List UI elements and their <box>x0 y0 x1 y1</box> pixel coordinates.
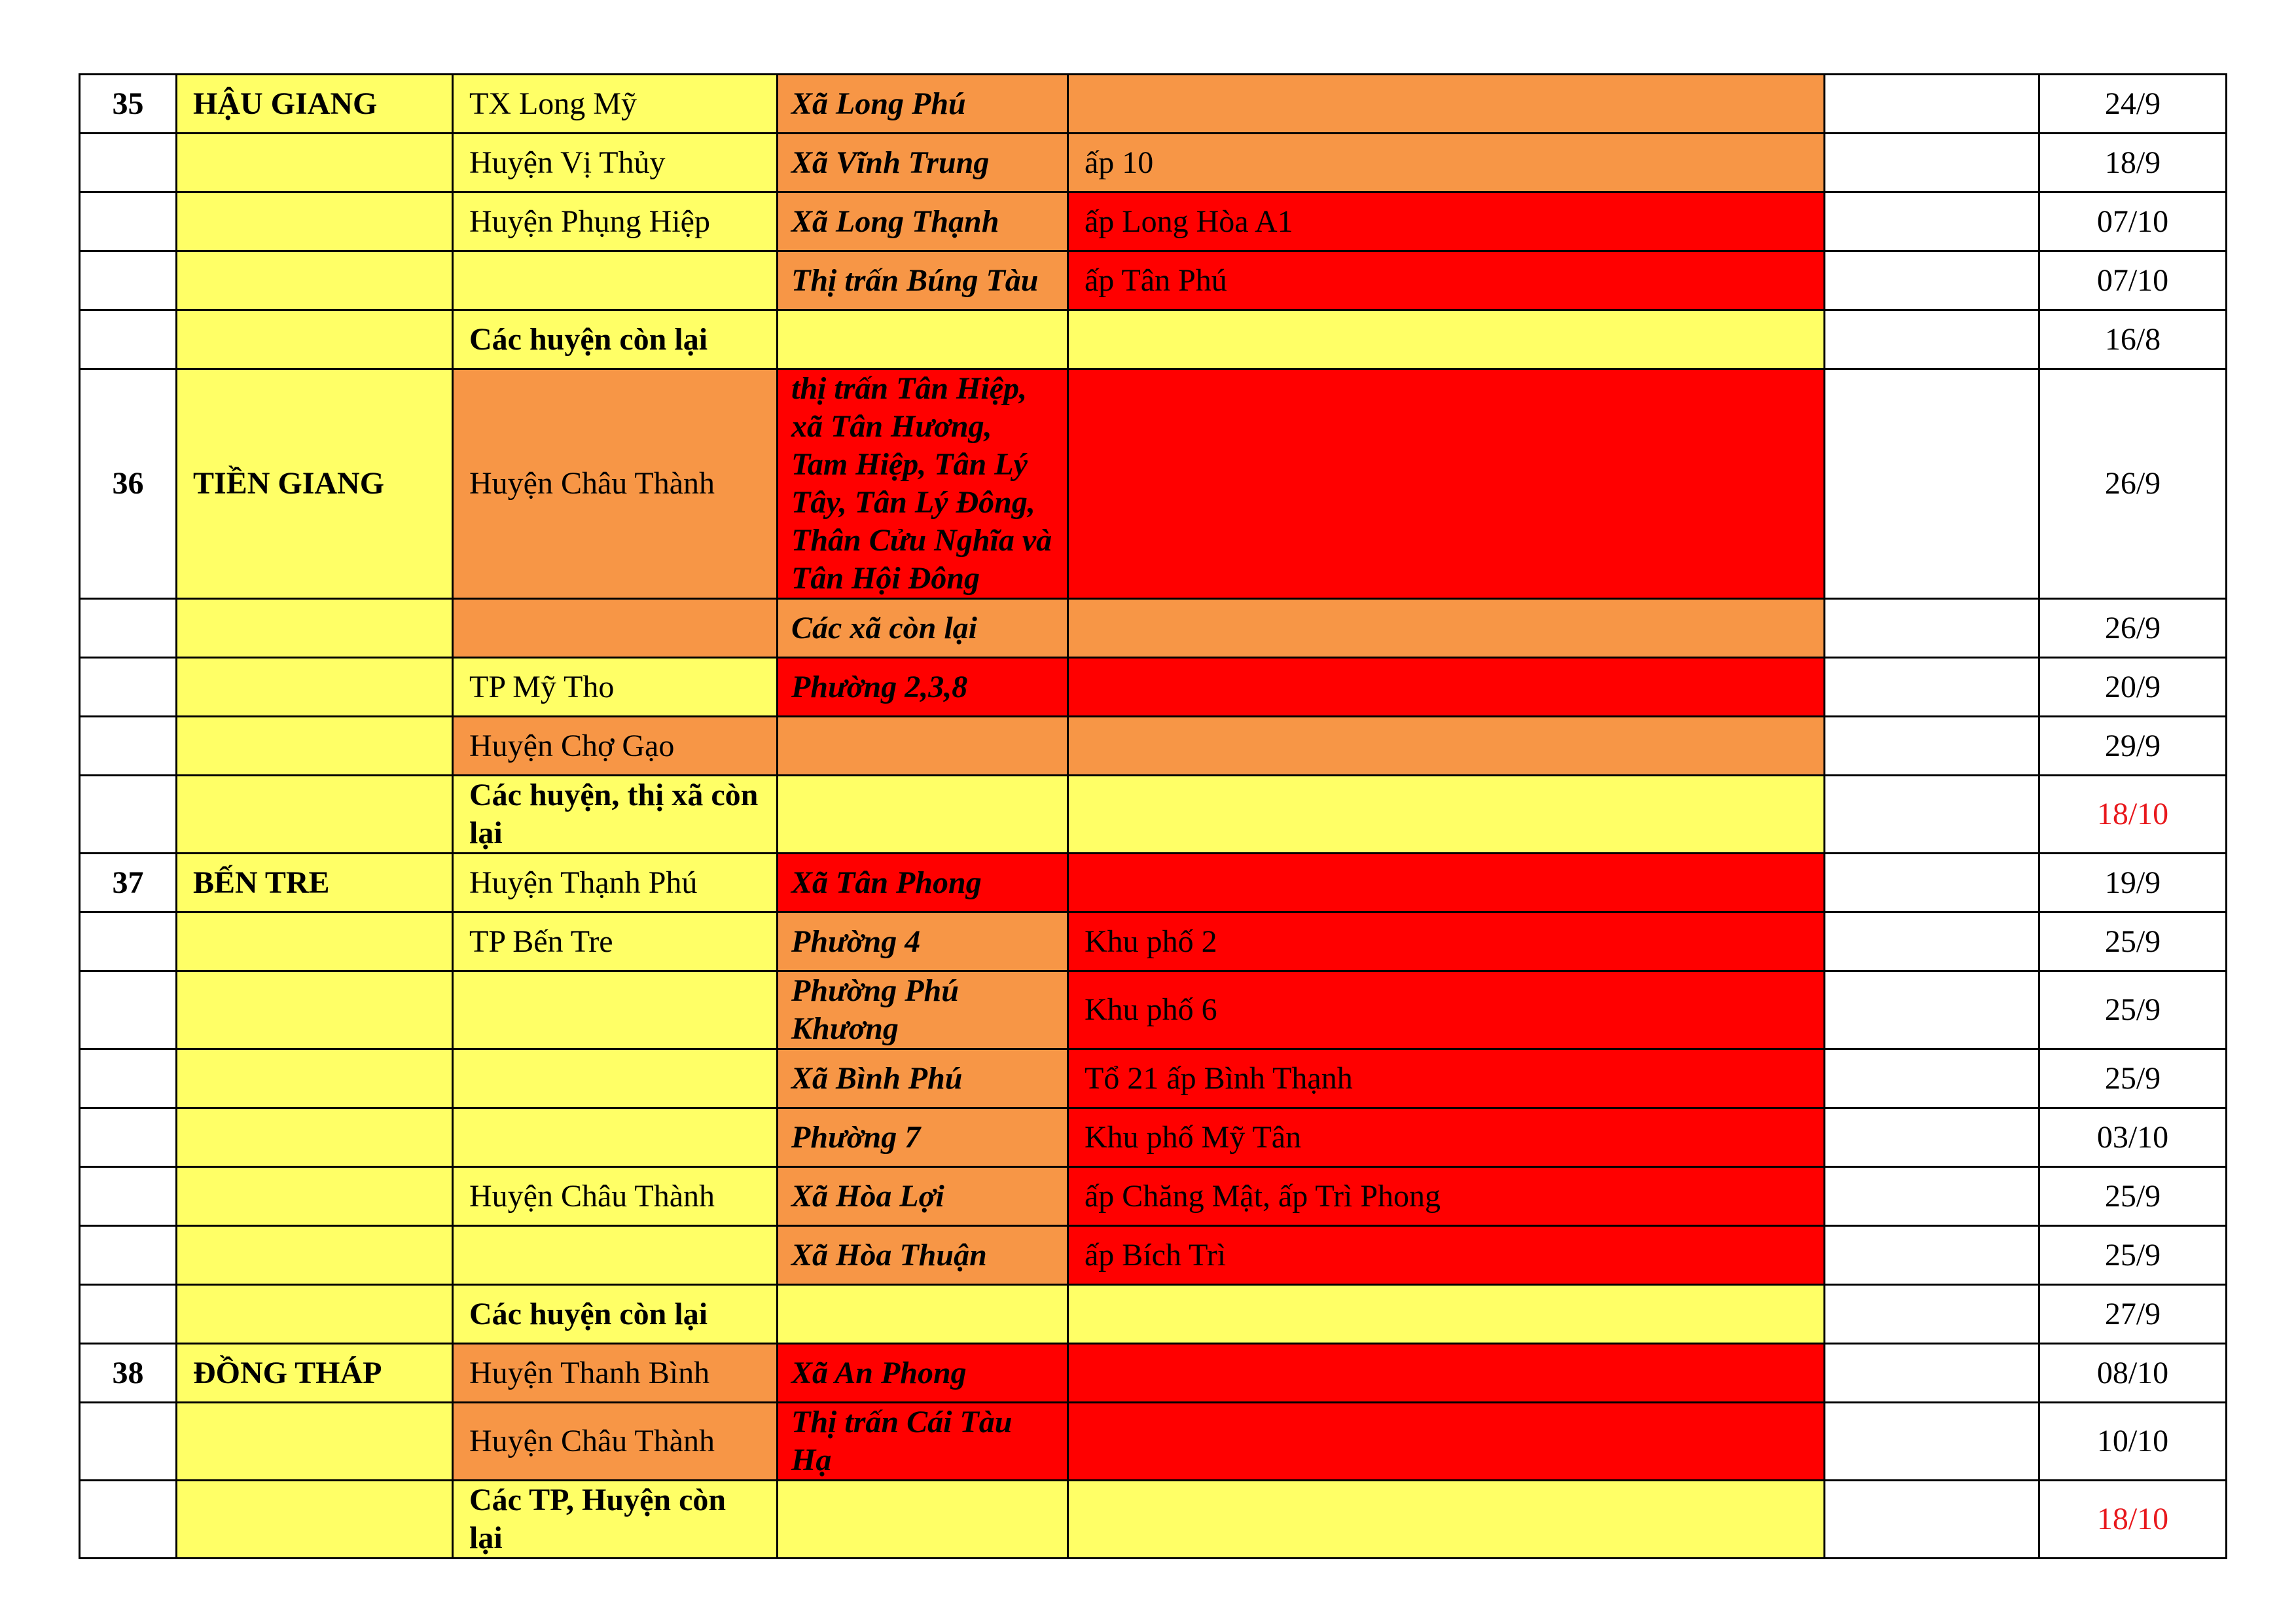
hamlet-cell: ấp Long Hòa A1 <box>1068 192 1825 251</box>
table-row <box>80 912 2227 971</box>
row-number-cell: 36 <box>80 369 177 599</box>
date-cell: 18/9 <box>2039 134 2227 192</box>
commune-cell <box>778 776 1068 854</box>
table-row <box>80 1167 2227 1226</box>
blank-cell <box>1825 75 2039 134</box>
blank-cell <box>1825 1049 2039 1108</box>
blank-cell <box>1825 599 2039 658</box>
date-cell: 25/9 <box>2039 912 2227 971</box>
commune-cell <box>778 1481 1068 1559</box>
province-cell <box>177 1049 453 1108</box>
district-cell: Huyện Châu Thành <box>453 369 778 599</box>
commune-cell: Xã Tân Phong <box>778 854 1068 912</box>
hamlet-cell: ấp 10 <box>1068 134 1825 192</box>
district-cell: Các TP, Huyện còn lại <box>453 1481 778 1559</box>
district-cell: Huyện Chợ Gạo <box>453 717 778 776</box>
commune-cell: Phường 7 <box>778 1108 1068 1167</box>
blank-cell <box>1825 192 2039 251</box>
province-cell <box>177 717 453 776</box>
commune-cell: Phường Phú Khương <box>778 971 1068 1049</box>
row-number-cell <box>80 912 177 971</box>
table-row <box>80 1226 2227 1285</box>
row-number-cell <box>80 658 177 717</box>
province-cell: ĐỒNG THÁP <box>177 1344 453 1403</box>
row-number-cell <box>80 971 177 1049</box>
district-cell <box>453 1108 778 1167</box>
province-cell <box>177 599 453 658</box>
commune-cell <box>778 310 1068 369</box>
blank-cell <box>1825 1285 2039 1344</box>
table-row <box>80 192 2227 251</box>
table-row <box>80 1049 2227 1108</box>
province-cell <box>177 1108 453 1167</box>
district-cell <box>453 251 778 310</box>
date-cell: 25/9 <box>2039 971 2227 1049</box>
row-number-cell <box>80 1049 177 1108</box>
date-cell: 20/9 <box>2039 658 2227 717</box>
commune-cell: Xã Hòa Lợi <box>778 1167 1068 1226</box>
table-row <box>80 369 2227 599</box>
row-number-cell <box>80 1285 177 1344</box>
table-row <box>80 1108 2227 1167</box>
province-cell: TIỀN GIANG <box>177 369 453 599</box>
district-cell <box>453 1049 778 1108</box>
zone-table <box>79 73 2227 1559</box>
province-cell <box>177 776 453 854</box>
row-number-cell <box>80 1108 177 1167</box>
table-row <box>80 776 2227 854</box>
district-cell <box>453 971 778 1049</box>
table-row <box>80 1285 2227 1344</box>
district-cell: TP Mỹ Tho <box>453 658 778 717</box>
table-body <box>80 75 2227 1559</box>
province-cell <box>177 1167 453 1226</box>
commune-cell: Xã Vĩnh Trung <box>778 134 1068 192</box>
district-cell: Huyện Châu Thành <box>453 1403 778 1481</box>
district-cell: TX Long Mỹ <box>453 75 778 134</box>
province-cell <box>177 1226 453 1285</box>
date-cell: 25/9 <box>2039 1167 2227 1226</box>
hamlet-cell <box>1068 1403 1825 1481</box>
blank-cell <box>1825 1481 2039 1559</box>
date-cell: 03/10 <box>2039 1108 2227 1167</box>
hamlet-cell <box>1068 75 1825 134</box>
commune-cell: Xã Long Thạnh <box>778 192 1068 251</box>
blank-cell <box>1825 658 2039 717</box>
commune-cell: Xã Hòa Thuận <box>778 1226 1068 1285</box>
commune-cell: thị trấn Tân Hiệp, xã Tân Hương, Tam Hiệp, Tân Lý Tây, Tân Lý Đông, Thân Cửu Nghĩa và Tân Hội Đông <box>778 369 1068 599</box>
blank-cell <box>1825 310 2039 369</box>
hamlet-cell <box>1068 717 1825 776</box>
province-cell <box>177 1481 453 1559</box>
commune-cell: Phường 4 <box>778 912 1068 971</box>
table-row <box>80 854 2227 912</box>
province-cell: HẬU GIANG <box>177 75 453 134</box>
row-number-cell <box>80 134 177 192</box>
table-row <box>80 251 2227 310</box>
district-cell: Các huyện còn lại <box>453 310 778 369</box>
blank-cell <box>1825 717 2039 776</box>
date-cell: 29/9 <box>2039 717 2227 776</box>
commune-cell <box>778 1285 1068 1344</box>
commune-cell: Xã Bình Phú <box>778 1049 1068 1108</box>
commune-cell <box>778 717 1068 776</box>
row-number-cell <box>80 717 177 776</box>
row-number-cell <box>80 599 177 658</box>
row-number-cell <box>80 310 177 369</box>
table-row <box>80 971 2227 1049</box>
blank-cell <box>1825 369 2039 599</box>
date-cell: 16/8 <box>2039 310 2227 369</box>
row-number-cell <box>80 1481 177 1559</box>
province-cell <box>177 251 453 310</box>
date-cell: 25/9 <box>2039 1049 2227 1108</box>
commune-cell: Thị trấn Cái Tàu Hạ <box>778 1403 1068 1481</box>
hamlet-cell: Khu phố 6 <box>1068 971 1825 1049</box>
table-row <box>80 658 2227 717</box>
province-cell <box>177 192 453 251</box>
province-cell <box>177 134 453 192</box>
row-number-cell <box>80 776 177 854</box>
date-cell: 27/9 <box>2039 1285 2227 1344</box>
row-number-cell <box>80 1226 177 1285</box>
province-cell <box>177 658 453 717</box>
table-row <box>80 599 2227 658</box>
table-row <box>80 310 2227 369</box>
district-cell: Các huyện, thị xã còn lại <box>453 776 778 854</box>
hamlet-cell: Khu phố Mỹ Tân <box>1068 1108 1825 1167</box>
date-cell: 10/10 <box>2039 1403 2227 1481</box>
blank-cell <box>1825 912 2039 971</box>
district-cell: TP Bến Tre <box>453 912 778 971</box>
district-cell: Huyện Thanh Bình <box>453 1344 778 1403</box>
row-number-cell <box>80 192 177 251</box>
blank-cell <box>1825 1344 2039 1403</box>
hamlet-cell <box>1068 776 1825 854</box>
blank-cell <box>1825 971 2039 1049</box>
commune-cell: Các xã còn lại <box>778 599 1068 658</box>
blank-cell <box>1825 134 2039 192</box>
date-cell: 19/9 <box>2039 854 2227 912</box>
table-row <box>80 134 2227 192</box>
row-number-cell <box>80 251 177 310</box>
province-cell <box>177 1403 453 1481</box>
commune-cell: Xã Long Phú <box>778 75 1068 134</box>
row-number-cell: 35 <box>80 75 177 134</box>
table-row <box>80 717 2227 776</box>
province-cell <box>177 310 453 369</box>
hamlet-cell <box>1068 658 1825 717</box>
hamlet-cell <box>1068 1481 1825 1559</box>
blank-cell <box>1825 1226 2039 1285</box>
row-number-cell: 37 <box>80 854 177 912</box>
hamlet-cell <box>1068 369 1825 599</box>
province-cell: BẾN TRE <box>177 854 453 912</box>
table-row <box>80 1481 2227 1559</box>
hamlet-cell: ấp Bích Trì <box>1068 1226 1825 1285</box>
district-cell: Huyện Thạnh Phú <box>453 854 778 912</box>
table-row <box>80 1344 2227 1403</box>
table-row <box>80 75 2227 134</box>
hamlet-cell: Tổ 21 ấp Bình Thạnh <box>1068 1049 1825 1108</box>
hamlet-cell <box>1068 854 1825 912</box>
hamlet-cell: Khu phố 2 <box>1068 912 1825 971</box>
blank-cell <box>1825 1167 2039 1226</box>
date-cell: 26/9 <box>2039 599 2227 658</box>
hamlet-cell <box>1068 310 1825 369</box>
province-cell <box>177 971 453 1049</box>
commune-cell: Phường 2,3,8 <box>778 658 1068 717</box>
district-cell: Các huyện còn lại <box>453 1285 778 1344</box>
table-row <box>80 1403 2227 1481</box>
date-cell: 07/10 <box>2039 192 2227 251</box>
blank-cell <box>1825 776 2039 854</box>
province-cell <box>177 1285 453 1344</box>
district-cell: Huyện Phụng Hiệp <box>453 192 778 251</box>
date-cell: 07/10 <box>2039 251 2227 310</box>
province-cell <box>177 912 453 971</box>
date-cell: 08/10 <box>2039 1344 2227 1403</box>
hamlet-cell: ấp Tân Phú <box>1068 251 1825 310</box>
blank-cell <box>1825 1108 2039 1167</box>
date-cell: 26/9 <box>2039 369 2227 599</box>
commune-cell: Xã An Phong <box>778 1344 1068 1403</box>
blank-cell <box>1825 854 2039 912</box>
row-number-cell <box>80 1167 177 1226</box>
date-cell: 25/9 <box>2039 1226 2227 1285</box>
row-number-cell <box>80 1403 177 1481</box>
district-cell <box>453 1226 778 1285</box>
row-number-cell: 38 <box>80 1344 177 1403</box>
hamlet-cell <box>1068 599 1825 658</box>
date-cell: 18/10 <box>2039 1481 2227 1559</box>
date-cell: 18/10 <box>2039 776 2227 854</box>
date-cell: 24/9 <box>2039 75 2227 134</box>
blank-cell <box>1825 1403 2039 1481</box>
district-cell: Huyện Châu Thành <box>453 1167 778 1226</box>
blank-cell <box>1825 251 2039 310</box>
commune-cell: Thị trấn Búng Tàu <box>778 251 1068 310</box>
hamlet-cell: ấp Chăng Mật, ấp Trì Phong <box>1068 1167 1825 1226</box>
district-cell <box>453 599 778 658</box>
hamlet-cell <box>1068 1285 1825 1344</box>
hamlet-cell <box>1068 1344 1825 1403</box>
district-cell: Huyện Vị Thủy <box>453 134 778 192</box>
